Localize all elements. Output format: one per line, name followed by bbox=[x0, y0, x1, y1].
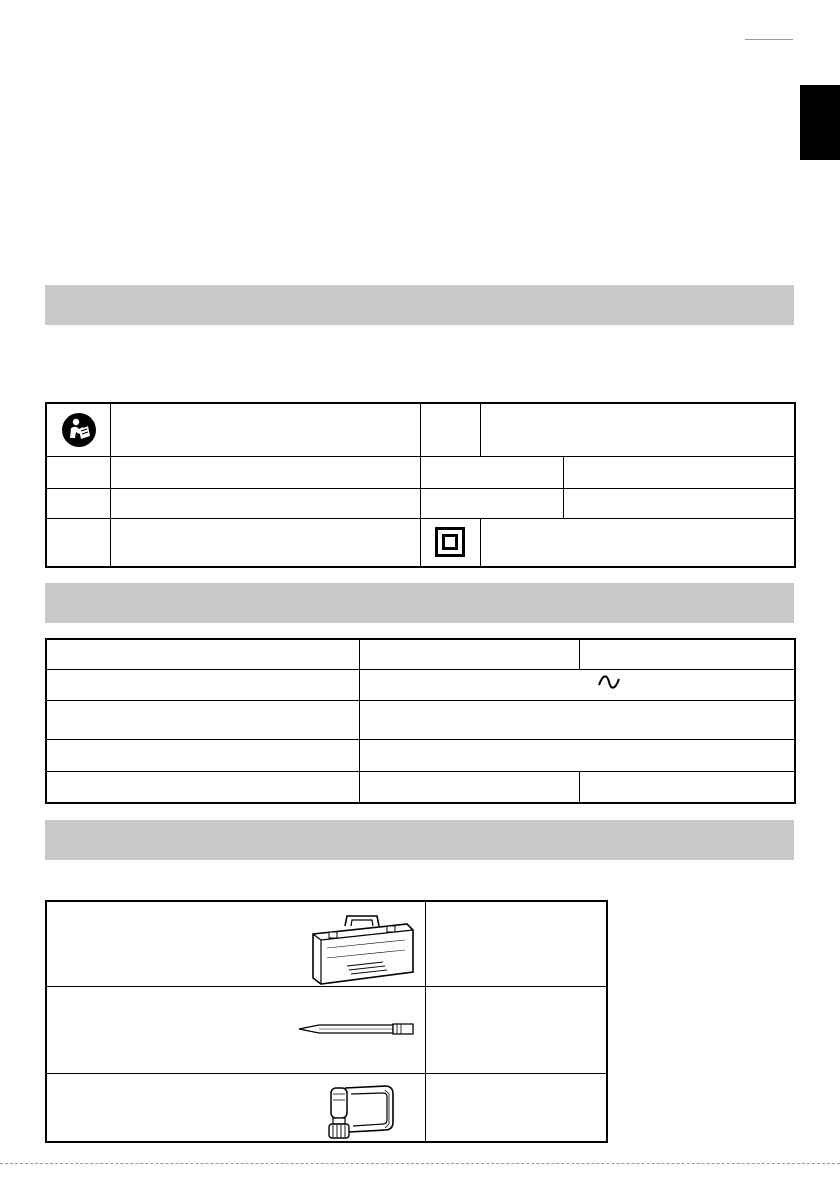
double-insulation-icon bbox=[435, 527, 465, 557]
accessories-row-divider bbox=[47, 986, 606, 987]
section-band-accessories bbox=[45, 820, 794, 860]
side-handle-icon bbox=[323, 1084, 395, 1140]
footer-rule bbox=[0, 1163, 840, 1164]
accessories-row-divider bbox=[47, 1073, 606, 1074]
spec-row-divider bbox=[47, 669, 794, 670]
symbols-col-divider bbox=[420, 404, 421, 566]
read-manual-icon bbox=[61, 412, 97, 448]
spec-row-divider bbox=[47, 700, 794, 701]
accessories-col-divider bbox=[425, 902, 426, 1141]
symbols-col-divider bbox=[110, 404, 111, 566]
chisel-icon bbox=[297, 1020, 417, 1038]
spec-col-divider bbox=[359, 640, 360, 802]
specifications-table bbox=[45, 638, 796, 804]
symbols-col-divider bbox=[563, 456, 564, 518]
alternating-current-icon bbox=[597, 674, 621, 690]
header-rule bbox=[745, 39, 793, 40]
carrying-case-icon bbox=[307, 914, 417, 986]
spec-col-divider bbox=[579, 771, 580, 802]
symbols-col-divider bbox=[480, 518, 481, 566]
spec-row-divider bbox=[47, 739, 794, 740]
section-band-symbols bbox=[45, 285, 794, 325]
symbols-table bbox=[45, 402, 796, 568]
language-tab bbox=[800, 85, 840, 160]
symbols-col-divider bbox=[480, 404, 481, 456]
accessories-table bbox=[45, 900, 608, 1143]
spec-row-divider bbox=[47, 771, 794, 772]
section-band-specifications bbox=[45, 583, 794, 623]
spec-col-divider bbox=[579, 640, 580, 669]
